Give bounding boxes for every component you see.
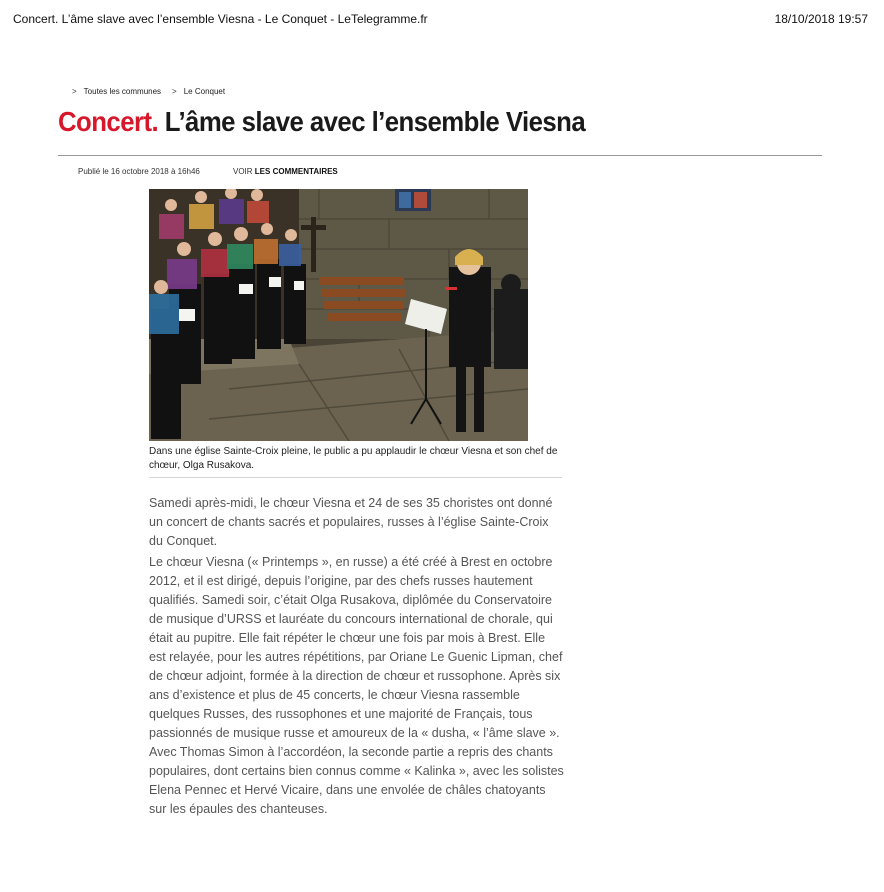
breadcrumb bbox=[72, 87, 236, 96]
breadcrumb-item-communes[interactable]: Toutes les communes bbox=[83, 87, 162, 96]
print-page-title: Concert. L’âme slave avec l’ensemble Viesna - Le Conquet - LeTelegramme.fr bbox=[13, 12, 428, 26]
article-paragraph: Samedi après-midi, le chœur Viesna et 24 de ses 35 choristes ont donné un concert de chants sacrés et populaires, russes à l’église Sainte-Croix du Conquet. bbox=[149, 496, 553, 548]
view-comments-link[interactable] bbox=[233, 167, 338, 176]
article-headline bbox=[58, 106, 585, 138]
print-datetime: 18/10/2018 19:57 bbox=[774, 12, 868, 26]
comments-label: LES COMMENTAIRES bbox=[254, 167, 338, 176]
headline-title: L’âme slave avec l’ensemble Viesna bbox=[164, 106, 586, 137]
breadcrumb-item-le-conquet[interactable]: Le Conquet bbox=[183, 87, 226, 96]
photo-caption: Dans une église Sainte-Croix pleine, le public a pu applaudir le chœur Viesna et son chef de chœur, Olga Rusakova. bbox=[149, 446, 558, 471]
headline-kicker: Concert. bbox=[58, 106, 159, 137]
headline-divider bbox=[58, 155, 822, 156]
publication-date: Publié le 16 octobre 2018 à 16h46 bbox=[78, 167, 200, 176]
article-photo bbox=[149, 189, 528, 441]
comments-prefix: VOIR bbox=[233, 167, 253, 176]
article-paragraph: Le chœur Viesna (« Printemps », en russe) a été créé à Brest en octobre 2012, et il est dirigé, depuis l’origine, par des chefs russes hautement qualifiés. Samedi soir, c’était Olga Rusakova, diplômée du Conservatoire de musique d’URSS et lauréate du concours international de chorale, qui était au pupitre. Elle fait répéter le chœur une fois par mois à Brest. Elle est relayée, pour les autres répétitions, par Oriane Le Guenic Lipman, chef de chœur adjoint, formée à la direction de chœur et russophone. Après six ans d’existence et plus de 45 concerts, le chœur Viesna rassemble quelques Russes, des russophones et une majorité de Français, tous passionnés de musique russe et amoureux de la « dusha, « l’âme slave ». Avec Thomas Simon à l’accordéon, la seconde partie a repris des chants populaires, dont certains bien connus comme « Kalinka », avec les solistes Elena Pennec et Hervé Vicaire, dans une envolée de châles chatoyants sur les épaules des chanteuses. bbox=[149, 555, 564, 816]
breadcrumb-chevron-icon: > bbox=[72, 87, 77, 96]
caption-divider bbox=[149, 477, 562, 478]
article-body bbox=[149, 494, 565, 821]
breadcrumb-chevron-icon: > bbox=[172, 87, 177, 96]
print-header bbox=[13, 12, 868, 30]
